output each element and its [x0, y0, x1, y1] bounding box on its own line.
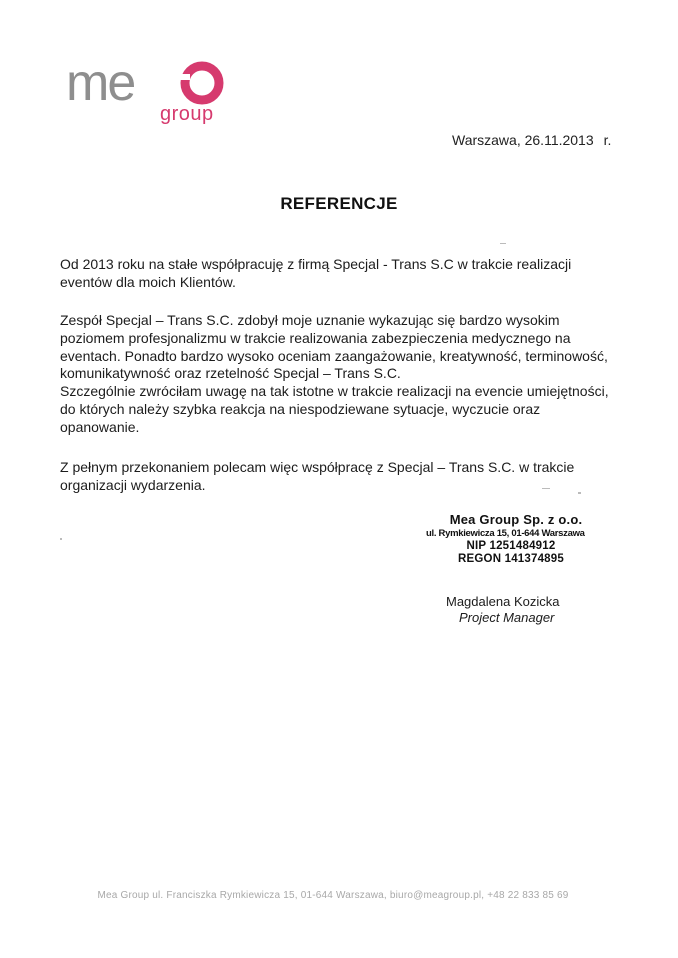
date-text: Warszawa, 26.11.2013 [452, 132, 594, 148]
company-name: Mea Group Sp. z o.o. [449, 512, 583, 527]
company-stamp [420, 512, 590, 565]
text-line: Szczególnie zwróciłam uwagę na tak istotne w trakcie realizacji na evencie umiejętności, [60, 383, 609, 400]
mea-group-logo [66, 56, 236, 126]
text-line: do których należy szybka reakcja na niespodziewane sytuacje, wyczucie oraz [60, 400, 541, 417]
letterhead-footer [0, 890, 678, 901]
text-line: Od 2013 roku na stałe współpracuję z firmą Specjal - Trans S.C w trakcie realizacji [60, 256, 572, 272]
svg-text:me: me [66, 56, 135, 112]
title-text: REFERENCJE [280, 194, 398, 213]
logo-graphic [66, 56, 236, 126]
signer-role: Project Manager [459, 610, 555, 625]
footer-text: Mea Group ul. Franciszka Rymkiewicza 15, 01-644 Warszawa, biuro@meagroup.pl, +48 22 833 85 69 [97, 890, 569, 901]
text-line: komunikatywność oraz rzetelność Specjal – Trans S.C. [60, 365, 401, 382]
company-address: ul. Rymkiewicza 15, 01-644 Warszawa [426, 528, 585, 539]
text-line: poziomem profesjonalizmu w trakcie realizowania zabezpieczenia medycznego na [60, 329, 571, 346]
company-nip: NIP 1251484912 [466, 540, 556, 552]
paragraph-recommendation [60, 459, 620, 495]
letter-date [452, 132, 611, 148]
text-line: eventów dla moich Klientów. [60, 273, 236, 290]
text-line: opanowanie. [60, 418, 140, 435]
paragraph-evaluation [60, 312, 620, 437]
scan-speck [542, 488, 550, 489]
scan-speck [500, 243, 506, 244]
letter-title [0, 194, 678, 214]
text-line: Z pełnym przekonaniem polecam więc współpracę z Specjal – Trans S.C. w trakcie [60, 459, 575, 475]
signature-block [440, 594, 600, 625]
scan-speck [60, 538, 62, 540]
text-line: eventach. Ponadto bardzo wysoko oceniam zaangażowanie, kreatywność, terminowość, [60, 347, 608, 364]
scan-speck [578, 492, 581, 494]
company-regon: REGON 141374895 [458, 553, 564, 565]
signer-name: Magdalena Kozicka [446, 594, 560, 609]
text-line: Zespół Specjal – Trans S.C. zdobył moje uznanie wykazując się bardzo wysokim [60, 312, 560, 328]
date-suffix: r. [603, 132, 612, 148]
paragraph-intro [60, 256, 620, 292]
svg-text:group: group [160, 103, 214, 125]
text-line: organizacji wydarzenia. [60, 476, 206, 493]
